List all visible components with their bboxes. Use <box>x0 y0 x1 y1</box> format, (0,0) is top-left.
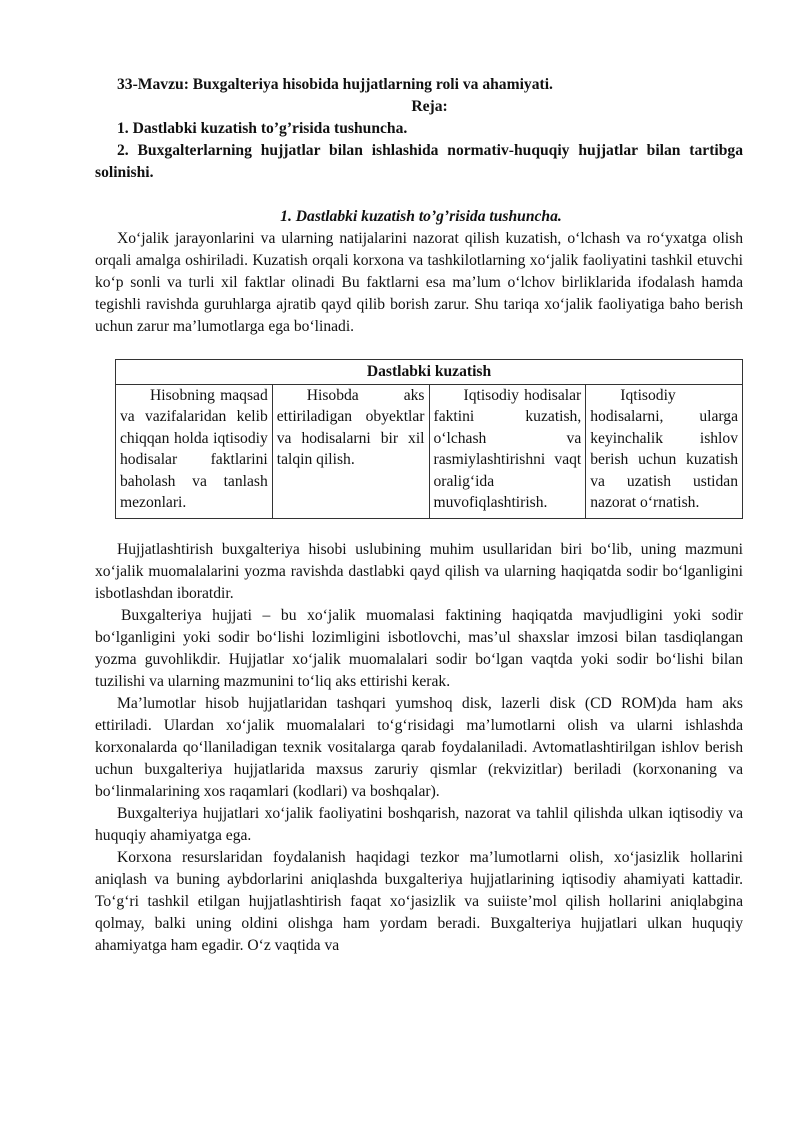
table-header: Dastlabki kuzatish <box>116 360 743 385</box>
body-paragraph: Hujjatlashtirish buxgalteriya hisobi uslubining muhim usullaridan biri bo‘lib, uning mazmuni xo‘jalik muomalalarini yozma ravishda dastlabki qayd qilish va ularning haqiqatda sodir bo‘lganligini isbotlashdan iboratdir. <box>95 540 743 602</box>
body-paragraph: Buxgalteriya hujjati – bu xo‘jalik muomalasi faktining haqiqatda mavjudligini yoki sodir bo‘lganligini yoki sodir bo‘lishi lozimligini isbotlovchi, mas’ul shaxslar imzosi bilan tasdiqlangan yozma guvohlikdir. Hujjatlar xo‘jalik muomalalari sodir bo‘lgan vaqtda yoki sodir bo‘lishi bilan tuzilishi va ularning mazmunini to‘liq aks ettirishi kerak. <box>95 606 743 690</box>
table-cell: Iqtisodiy hodisalar faktini kuzatish, o‘lchash va rasmiylashtirishni vaqt oralig‘ida muvofiqlashtirish. <box>429 384 586 518</box>
table-cell: Iqtisodiy hodisalarni, ularga keyinchalik ishlov berish uchun kuzatish va uzatish ustidan nazorat o‘rnatish. <box>586 384 743 518</box>
table-cell: Hisobning maqsad va vazifalaridan kelib chiqqan holda iqtisodiy hodisalar faktlarini baholash va tanlash mezonlari. <box>116 384 273 518</box>
intro-paragraph: Xo‘jalik jarayonlarini va ularning natijalarini nazorat qilish kuzatish, o‘lchash va ro‘yxatga olish orqali amalga oshiriladi. Kuzatish orqali korxona va tashkilotlarning xo‘jalik faoliyatini tashkil etuvchi ko‘p sonli va turli xil faktlar olinadi Bu faktlarni esa ma’lum o‘lchov birliklarida ifodalash hamda tegishli ravishda guruhlarga ajratib qayd qilib borish zarur. Shu tariqa xo‘jalik faoliyatiga baho berish uchun zarur ma’lumotlarga ega bo‘linadi. <box>95 230 743 335</box>
plan-label: Reja: <box>411 98 448 115</box>
body-paragraph: Buxgalteriya hujjatlari xo‘jalik faoliyatini boshqarish, nazorat va tahlil qilishda ulkan iqtisodiy va huquqiy ahamiyatga ega. <box>95 804 743 844</box>
plan-item-2: 2. Buxgalterlarning hujjatlar bilan ishlashida normativ-huquqiy hujjatlar bilan tartibga solinishi. <box>95 142 743 181</box>
body-paragraph: Ma’lumotlar hisob hujjatlaridan tashqari yumshoq disk, lazerli disk (CD ROM)da ham aks ettiriladi. Ulardan xo‘jalik muomalalari to‘g‘risidagi ma’lumotlarni olish va ularni ishlashda korxonalarda qo‘llaniladigan texnik vositalarga qarab foydalaniladi. Avtomatlashtirilgan ishlov berish uchun buxgalteriya hujjatlarida maxsus zaruriy qismlar (rekvizitlar) beriladi (korxonaning va bo‘linmalarining xos raqamlari (kodlari) va boshqalar). <box>95 694 743 800</box>
topic-title: 33-Mavzu: Buxgalteriya hisobida hujjatlarning roli va ahamiyati. <box>117 76 553 93</box>
document-page <box>95 74 743 957</box>
plan-item-1: 1. Dastlabki kuzatish to’g’risida tushuncha. <box>117 120 408 137</box>
section-title: 1. Dastlabki kuzatish to’g’risida tushuncha. <box>280 208 562 225</box>
body-paragraph: Korxona resurslaridan foydalanish haqidagi tezkor ma’lumotlarni olish, xo‘jasizlik hollarini aniqlash va buning aybdorlarini aniqlashda buxgalteriya hujjatlarining iqtisodiy ahamiyati kattadir. To‘g‘ri tashkil etilgan hujjatlashtirish faqat xo‘jasizlik va suiiste’mol qilish hollarini aniqlabgina qolmay, balki uning oldini olishga ham yordam beradi. Buxgalteriya hujjatlari ulkan huquqiy ahamiyatga ham egadir. O‘z vaqtida va <box>95 848 743 954</box>
table-cell: Hisobda aks ettiriladigan obyektlar va hodisalarni bir xil talqin qilish. <box>272 384 429 518</box>
observation-table <box>115 359 743 519</box>
